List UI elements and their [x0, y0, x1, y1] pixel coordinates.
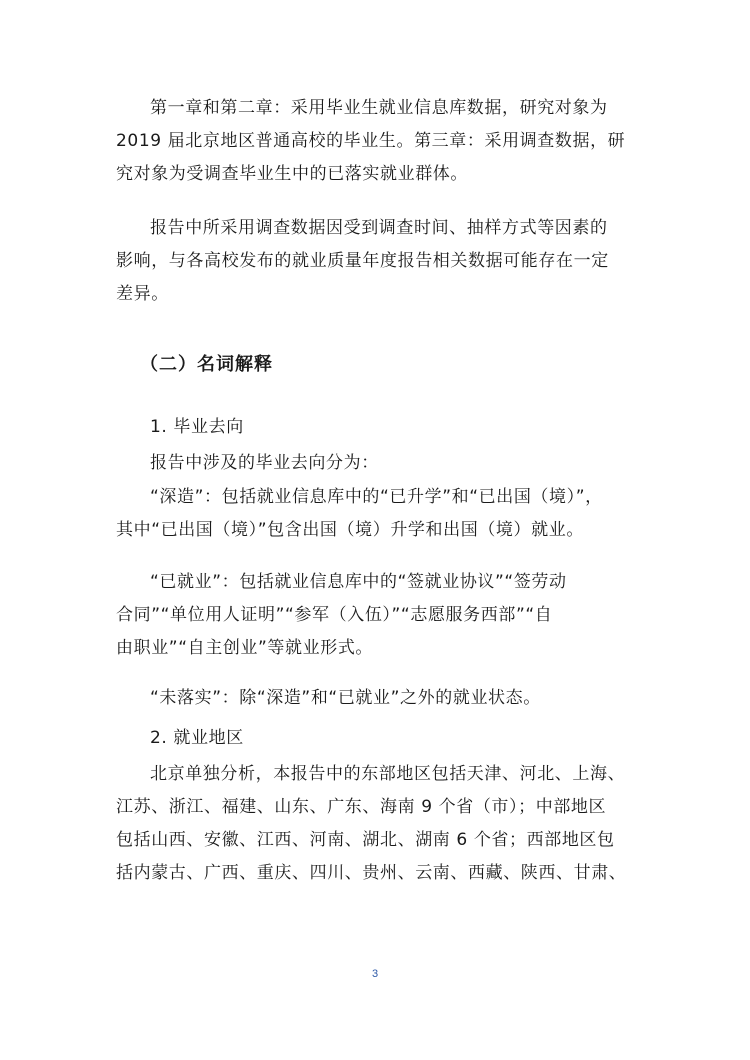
- section-heading: （二）名词解释: [140, 354, 273, 375]
- paragraph-line: 北京单独分析，本报告中的东部地区包括天津、河北、上海、: [150, 764, 626, 784]
- item-intro: 报告中涉及的毕业去向分为：: [150, 453, 379, 473]
- paragraph-data-sources: [116, 92, 646, 191]
- paragraph-line: 江苏、浙江、福建、山东、广东、海南 9 个省（市）；中部地区: [116, 797, 607, 817]
- paragraph-line: “深造”：包括就业信息库中的“已升学”和“已出国（境）”，: [150, 487, 603, 507]
- paragraph-line: 影响，与各高校发布的就业质量年度报告相关数据可能存在一定: [116, 251, 609, 271]
- page-number: 3: [371, 968, 379, 980]
- paragraph-line: 包括山西、安徽、江西、河南、湖北、湖南 6 个省；西部地区包: [116, 830, 615, 850]
- paragraph-line: 究对象为受调查毕业生中的已落实就业群体。: [116, 164, 468, 184]
- item-title-graduation-destination: 1. 毕业去向: [150, 417, 244, 437]
- paragraph-line: 第一章和第二章：采用毕业生就业信息库数据，研究对象为: [150, 98, 608, 118]
- paragraph-employed: [116, 566, 646, 665]
- paragraph-line: 2019 届北京地区普通高校的毕业生。第三章：采用调查数据，研: [116, 131, 626, 151]
- paragraph-survey-note: [116, 212, 646, 311]
- paragraph-not-placed: “未落实”：除“深造”和“已就业”之外的就业状态。: [150, 688, 541, 708]
- paragraph-further-study: [116, 481, 646, 547]
- item-title-employment-region: 2. 就业地区: [150, 728, 244, 748]
- paragraph-line: 其中“已出国（境）”包含出国（境）升学和出国（境）就业。: [116, 520, 584, 540]
- paragraph-line: 差异。: [116, 284, 169, 304]
- paragraph-line: 合同”“单位用人证明”“参军（入伍）”“志愿服务西部”“自: [116, 605, 553, 625]
- paragraph-line: 括内蒙古、广西、重庆、四川、贵州、云南、西藏、陕西、甘肃、: [116, 863, 627, 883]
- paragraph-line: 由职业”“自主创业”等就业形式。: [116, 638, 374, 658]
- paragraph-line: “已就业”：包括就业信息库中的“签就业协议”“签劳动: [150, 572, 567, 592]
- paragraph-regions: [116, 758, 646, 890]
- paragraph-line: 报告中所采用调查数据因受到调查时间、抽样方式等因素的: [150, 218, 608, 238]
